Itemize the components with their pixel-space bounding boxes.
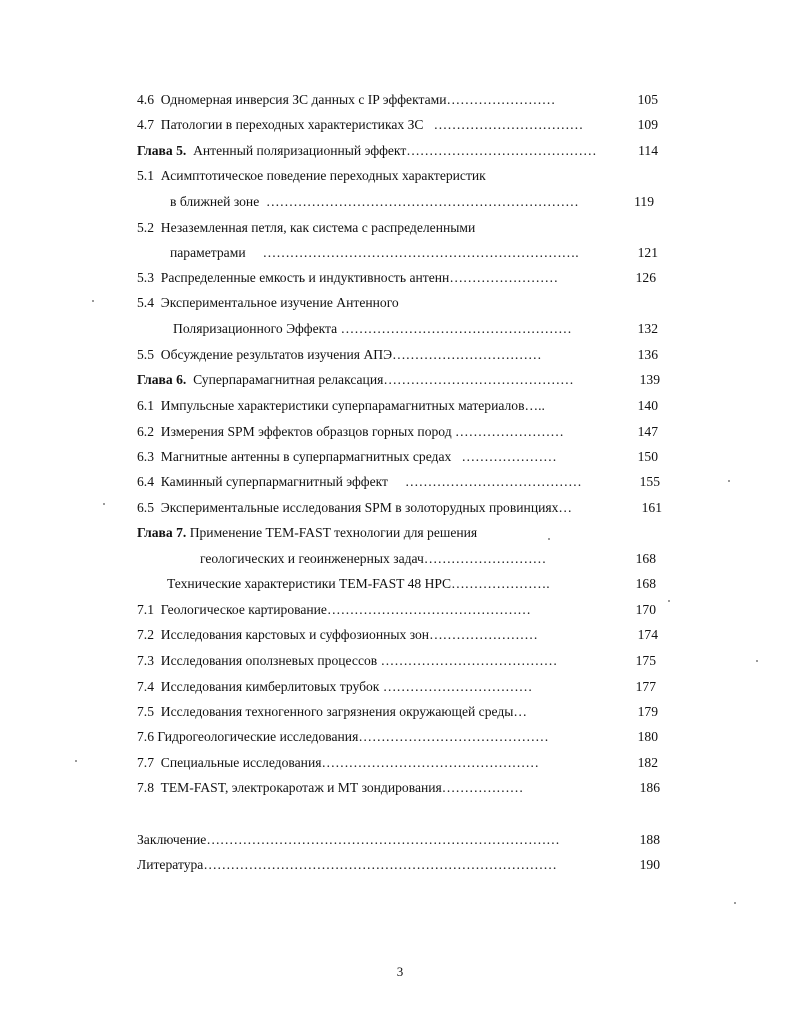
toc-entry	[0, 726, 799, 748]
entry-leader: …………………………………	[380, 653, 558, 668]
entry-number: 6.3	[137, 449, 154, 464]
entry-number: 6.2	[137, 424, 154, 439]
entry-title: Исследования оползневых процессов	[160, 653, 378, 668]
entry-page: 139	[639, 372, 660, 387]
scan-speck	[92, 300, 94, 302]
entry-title: Распределенные емкость и индуктивность антенн	[160, 270, 450, 285]
entry-page: 179	[637, 704, 658, 719]
entry-leader: ………………………	[423, 551, 547, 566]
entry-number: 7.3	[137, 653, 154, 668]
entry-number: 5.4	[137, 295, 154, 310]
entry-title: Магнитные антенны в суперпармагнитных средах	[160, 449, 452, 464]
entry-leader: …………………………………………	[321, 755, 539, 770]
entry-number: 7.8	[137, 780, 154, 795]
toc-entry	[0, 624, 799, 646]
toc-entry	[0, 676, 799, 698]
scan-speck	[668, 600, 670, 602]
entry-page: 190	[639, 857, 660, 872]
entry-leader: …………………………………	[405, 474, 582, 489]
entry-title: Специальные исследования	[160, 755, 322, 770]
toc-chapter	[0, 522, 799, 544]
chapter-label: Глава 7.	[137, 525, 187, 540]
entry-number: 6.4	[137, 474, 154, 489]
chapter-label: Глава 5.	[137, 143, 187, 158]
entry-title: Заключение	[137, 832, 207, 847]
scan-speck	[75, 760, 77, 762]
entry-page: 132	[637, 321, 658, 336]
toc-entry-continuation	[0, 242, 799, 264]
entry-title: Асимптотическое поведение переходных характеристик	[160, 168, 486, 183]
toc-entry	[0, 777, 799, 799]
entry-leader: ……………………………	[382, 679, 533, 694]
entry-title: Гидрогеологические исследования	[157, 729, 359, 744]
entry-page: 155	[639, 474, 660, 489]
toc-entry-continuation	[0, 548, 799, 570]
toc-entry	[0, 752, 799, 774]
scan-speck	[756, 660, 758, 662]
entry-number: 5.2	[137, 220, 154, 235]
entry-leader: ………………….	[451, 576, 550, 591]
entry-page: 182	[637, 755, 658, 770]
toc-chapter	[0, 140, 799, 162]
entry-title: Технические характеристики TEM-FAST 48 HPC	[167, 576, 452, 591]
entry-number: 4.7	[137, 117, 154, 132]
scan-speck	[548, 538, 550, 540]
entry-leader: ……………………	[455, 424, 564, 439]
entry-leader: ……………………………………………………………………	[203, 857, 557, 872]
entry-title: Экспериментальные исследования SPM в золоторудных провинциях…	[160, 500, 573, 515]
toc-chapter	[0, 369, 799, 391]
toc-entry	[0, 573, 799, 595]
entry-page: 170	[635, 602, 656, 617]
entry-title: Одномерная инверсия ЗС данных с IP эффектами	[160, 92, 447, 107]
entry-number: 7.5	[137, 704, 154, 719]
toc-entry	[0, 165, 799, 187]
entry-page: 177	[635, 679, 656, 694]
entry-number: 5.3	[137, 270, 154, 285]
toc-entry	[0, 650, 799, 672]
toc-entry	[0, 292, 799, 314]
entry-title: Исследования карстовых и суффозионных зон	[160, 627, 430, 642]
entry-title: Геологическое картирование	[160, 602, 327, 617]
entry-leader: ……………………………………	[358, 729, 549, 744]
entry-title: параметрами	[170, 245, 246, 260]
entry-title: Каминный суперпармагнитный эффект	[160, 474, 388, 489]
scan-speck	[728, 480, 730, 482]
entry-leader: ……………………	[429, 627, 538, 642]
entry-leader: …………………	[461, 449, 557, 464]
entry-page: 168	[635, 576, 656, 591]
entry-leader: ……………………………………………	[340, 321, 572, 336]
toc-entry	[0, 89, 799, 111]
entry-number: 7.2	[137, 627, 154, 642]
toc-entry	[0, 344, 799, 366]
entry-title: Суперпарамагнитная релаксация	[193, 372, 384, 387]
entry-number: 7.7	[137, 755, 154, 770]
entry-title: Экспериментальное изучение Антенного	[160, 295, 399, 310]
entry-number: 7.6	[137, 729, 154, 744]
toc-entry	[0, 421, 799, 443]
toc-entry	[0, 446, 799, 468]
entry-page: 105	[637, 92, 658, 107]
entry-title: Патологии в переходных характеристиках ЗС	[160, 117, 424, 132]
toc-entry	[0, 854, 799, 876]
toc-entry-continuation	[0, 318, 799, 340]
entry-number: 5.5	[137, 347, 154, 362]
entry-title: TEM-FAST, электрокаротаж и МТ зондирования	[160, 780, 442, 795]
entry-number: 7.1	[137, 602, 154, 617]
entry-leader: ……………………………	[392, 347, 542, 362]
entry-leader: ………………………………………	[326, 602, 531, 617]
entry-number: 7.4	[137, 679, 154, 694]
toc-entry	[0, 599, 799, 621]
entry-page: 174	[637, 627, 658, 642]
entry-leader: ……………………………	[433, 117, 584, 132]
entry-page: 119	[634, 194, 654, 209]
page-number: 3	[396, 964, 404, 979]
toc-entry	[0, 395, 799, 417]
entry-title: в ближней зоне	[170, 194, 260, 209]
entry-title: Измерения SPM эффектов образцов горных пород	[160, 424, 452, 439]
entry-title: Импульсные характеристики суперпарамагнитных материалов…..	[160, 398, 545, 413]
toc-entry	[0, 114, 799, 136]
entry-page: 109	[637, 117, 658, 132]
entry-page: 147	[637, 424, 658, 439]
entry-title: Незаземленная петля, как система с распределенными	[160, 220, 476, 235]
entry-title: Применение TEM-FAST технологии для решения	[189, 525, 478, 540]
toc-entry	[0, 829, 799, 851]
entry-page: 121	[637, 245, 658, 260]
entry-leader: …………………………………………………………….	[262, 245, 579, 260]
entry-page: 150	[637, 449, 658, 464]
entry-number: 6.1	[137, 398, 154, 413]
toc-entry	[0, 497, 799, 519]
entry-page: 126	[635, 270, 656, 285]
entry-title: Исследования кимберлитовых трубок	[160, 679, 380, 694]
entry-page: 180	[637, 729, 658, 744]
entry-title: Обсуждение результатов изучения АПЭ	[160, 347, 393, 362]
entry-leader: ……………………	[449, 270, 559, 285]
entry-leader: ……………………………………………………………………	[206, 832, 560, 847]
entry-leader: ……………………	[446, 92, 556, 107]
entry-page: 136	[637, 347, 658, 362]
entry-number: 6.5	[137, 500, 154, 515]
entry-title: Антенный поляризационный эффект	[193, 143, 407, 158]
scan-speck	[103, 503, 105, 505]
entry-page: 114	[638, 143, 658, 158]
entry-title: геологических и геоинженерных задач	[200, 551, 424, 566]
entry-title: Литература	[137, 857, 204, 872]
chapter-label: Глава 6.	[137, 372, 187, 387]
toc-entry-continuation	[0, 191, 799, 213]
entry-title: Исследования техногенного загрязнения окружающей среды…	[160, 704, 528, 719]
entry-leader: ………………	[441, 780, 524, 795]
entry-page: 168	[635, 551, 656, 566]
entry-leader: ……………………………………	[406, 143, 597, 158]
entry-page: 188	[639, 832, 660, 847]
scan-speck	[734, 902, 736, 904]
entry-page: 140	[637, 398, 658, 413]
entry-title: Поляризационного Эффекта	[173, 321, 338, 336]
entry-leader: ……………………………………	[383, 372, 574, 387]
entry-leader: ……………………………………………………………	[266, 194, 579, 209]
entry-page: 186	[639, 780, 660, 795]
entry-number: 5.1	[137, 168, 154, 183]
toc-entry	[0, 471, 799, 493]
toc-entry	[0, 267, 799, 289]
entry-page: 161	[641, 500, 662, 515]
toc-entry	[0, 701, 799, 723]
toc-entry	[0, 217, 799, 239]
entry-page: 175	[635, 653, 656, 668]
entry-number: 4.6	[137, 92, 154, 107]
